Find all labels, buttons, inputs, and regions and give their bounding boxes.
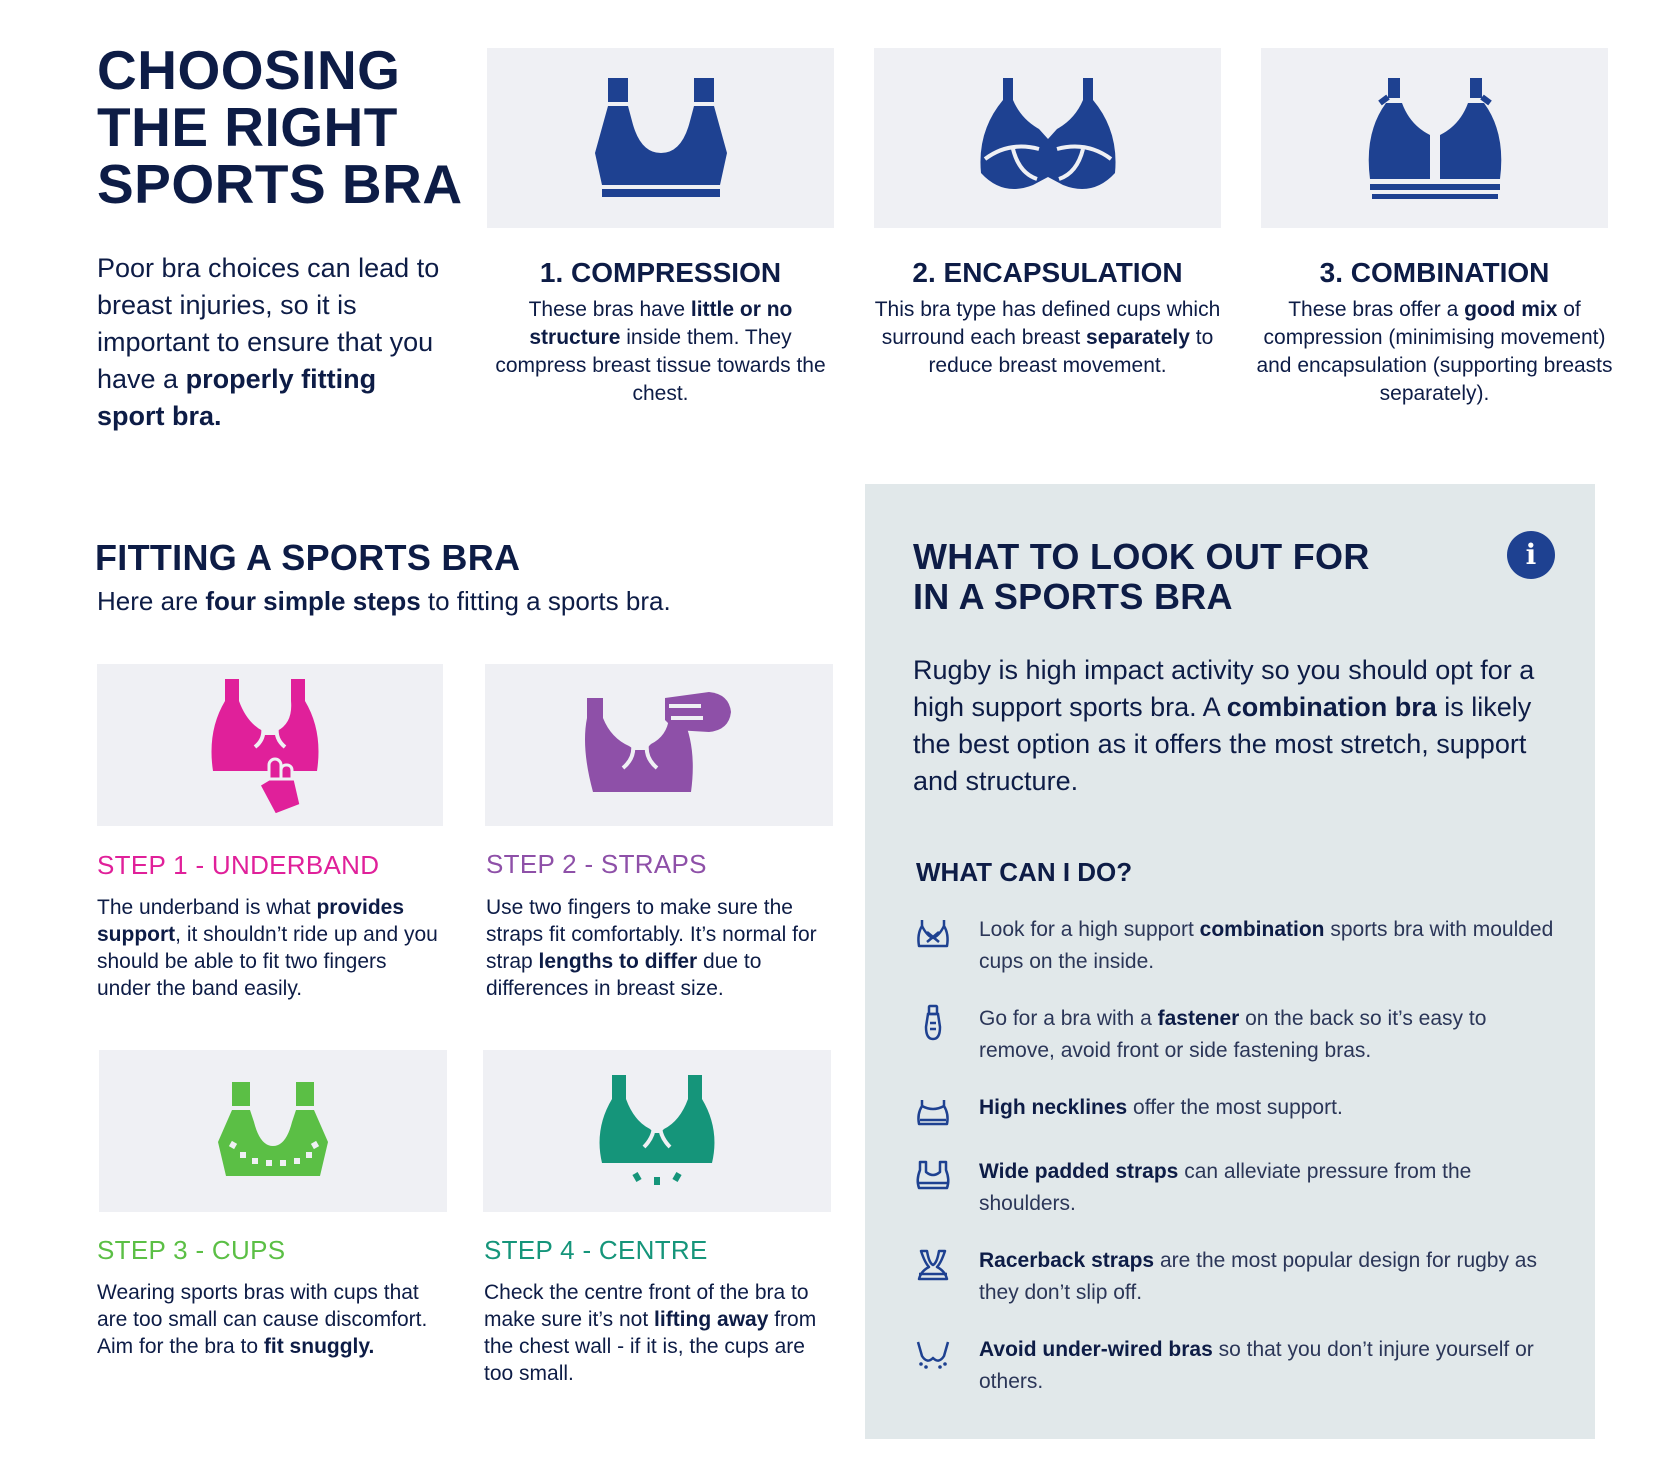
step-title: STEP 2 - STRAPS	[486, 849, 707, 879]
straps-icon	[579, 690, 739, 800]
type-compression	[487, 256, 834, 408]
step-title: STEP 3 - CUPS	[97, 1235, 286, 1265]
tip-text: Racerback straps are the most popular design for rugby as they don’t slip off.	[979, 1249, 1537, 1304]
underband-icon	[205, 675, 335, 815]
step-title: STEP 1 - UNDERBAND	[97, 850, 380, 880]
moulded-cups-icon	[913, 914, 953, 954]
encapsulation-bra-icon	[973, 73, 1123, 203]
high-neckline-icon	[913, 1092, 953, 1132]
tip-text: Wide padded straps can alleviate pressure from the shoulders.	[979, 1160, 1472, 1215]
cups-icon	[208, 1076, 338, 1186]
type-title: 2. ENCAPSULATION	[912, 257, 1183, 288]
type-description: This bra type has defined cups which surround each breast separately to reduce breast movement.	[874, 298, 1221, 377]
fastener-icon	[913, 1003, 953, 1043]
tip-text: High necklines offer the most support.	[979, 1096, 1343, 1119]
type-description: These bras have little or no structure inside them. They compress breast tissue towards the chest.	[495, 298, 826, 405]
panel-intro: Rugby is high impact activity so you should opt for a high support sports bra. A combination bra is likely the best option as it offers the most stretch, support and structure.	[913, 655, 1535, 796]
tip-text: Go for a bra with a fastener on the back so it’s easy to remove, avoid front or side fastening bras.	[979, 1007, 1487, 1062]
racerback-icon	[913, 1245, 953, 1285]
tip-item	[913, 1334, 1563, 1398]
what-can-i-do-heading: WHAT CAN I DO?	[916, 857, 1133, 887]
tip-item	[913, 1003, 1563, 1067]
page-title: CHOOSING THE RIGHT SPORTS BRA	[97, 39, 463, 215]
type-description: These bras offer a good mix of compression (minimising movement) and encapsulation (supporting breasts separately).	[1256, 298, 1613, 405]
tip-item	[913, 1156, 1563, 1220]
step-description: Wearing sports bras with cups that are too small can cause discomfort. Aim for the bra to fit snuggly.	[97, 1281, 428, 1358]
combination-image-box	[1261, 48, 1608, 228]
type-title: 3. COMBINATION	[1319, 257, 1550, 288]
step-description: The underband is what provides support, it shouldn’t ride up and you should be able to fit two fingers under the band easily.	[97, 896, 438, 1000]
step-1-image-box	[97, 664, 443, 826]
type-title: 1. COMPRESSION	[539, 257, 782, 288]
step-4-image-box	[483, 1050, 831, 1212]
step-description: Check the centre front of the bra to make sure it’s not lifting away from the chest wall - if it is, the cups are too small.	[484, 1281, 817, 1385]
fitting-title: FITTING A SPORTS BRA	[95, 537, 521, 578]
step-3-image-box	[99, 1050, 447, 1212]
tip-item	[913, 914, 1563, 978]
tip-item	[913, 1092, 1563, 1132]
tip-text: Look for a high support combination sports bra with moulded cups on the inside.	[979, 918, 1554, 973]
compression-bra-icon	[586, 73, 736, 203]
type-encapsulation	[874, 256, 1221, 380]
type-combination	[1256, 256, 1613, 408]
step-4	[484, 1235, 834, 1387]
centre-icon	[592, 1071, 722, 1191]
step-2-image-box	[485, 664, 833, 826]
no-underwire-icon	[913, 1334, 953, 1374]
tip-text: Avoid under-wired bras so that you don’t injure yourself or others.	[979, 1338, 1534, 1393]
combination-bra-icon	[1360, 73, 1510, 203]
wide-straps-icon	[913, 1156, 953, 1196]
intro-text: Poor bra choices can lead to breast injuries, so it is important to ensure that you have a properly fitting sport bra.	[97, 253, 440, 431]
compression-image-box	[487, 48, 834, 228]
tip-item	[913, 1245, 1563, 1309]
step-2	[486, 849, 836, 1002]
panel-title: WHAT TO LOOK OUT FOR IN A SPORTS BRA	[913, 536, 1370, 617]
step-title: STEP 4 - CENTRE	[484, 1235, 708, 1265]
encapsulation-image-box	[874, 48, 1221, 228]
fitting-subtitle: Here are four simple steps to fitting a sports bra.	[97, 586, 671, 616]
step-1	[97, 850, 442, 1002]
step-3	[97, 1235, 442, 1360]
info-icon: i	[1507, 531, 1555, 579]
step-description: Use two fingers to make sure the straps fit comfortably. It’s normal for strap lengths to differ due to differences in breast size.	[486, 896, 817, 1000]
